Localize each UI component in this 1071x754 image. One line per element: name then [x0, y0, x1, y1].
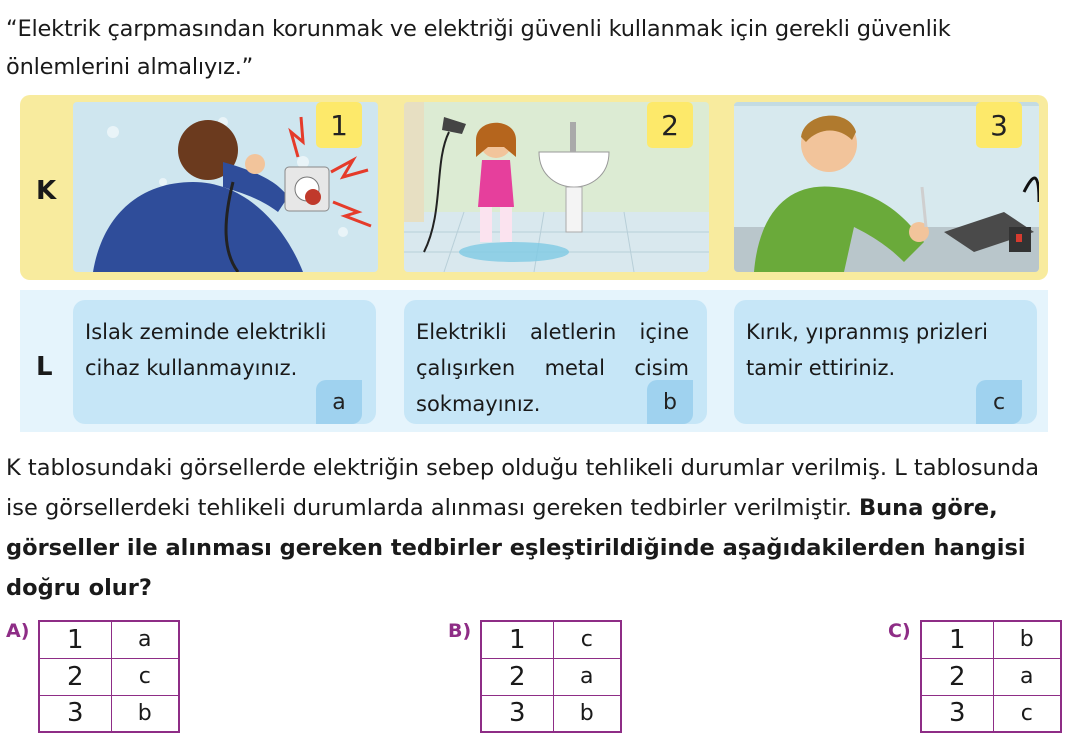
option-a-letter[interactable]: A)	[6, 620, 30, 642]
picture-1-number: 1	[316, 102, 362, 148]
picture-2-number: 2	[647, 102, 693, 148]
measure-c-letter: c	[976, 380, 1022, 424]
table-cell: 2	[39, 658, 111, 695]
question-paragraph	[6, 448, 1066, 608]
measure-c-text: Kırık, yıpranmış prizleri tamir ettiriniz.	[746, 320, 988, 380]
table-cell: 1	[39, 621, 111, 658]
table-row	[481, 695, 621, 732]
option-c-letter[interactable]: C)	[888, 620, 911, 642]
l-row-label: L	[36, 352, 53, 382]
table-cell: 3	[481, 695, 553, 732]
option-c-table[interactable]	[920, 620, 1062, 733]
table-cell: 2	[481, 658, 553, 695]
table-cell: a	[993, 658, 1061, 695]
table-row	[39, 621, 179, 658]
table-cell: c	[553, 621, 621, 658]
table-cell: c	[111, 658, 179, 695]
option-b-table[interactable]	[480, 620, 622, 733]
table-cell: 1	[481, 621, 553, 658]
table-cell: b	[553, 695, 621, 732]
table-row	[39, 695, 179, 732]
measure-a-text: Islak zeminde elektrikli cihaz kullanmayınız.	[85, 320, 327, 380]
table-cell: a	[553, 658, 621, 695]
measure-b-text: Elektrikli aletlerin içine çalışırken metal cisim sokmayınız.	[416, 320, 689, 416]
table-cell: b	[993, 621, 1061, 658]
table-cell: a	[111, 621, 179, 658]
k-row-label: K	[36, 176, 57, 206]
table-row	[481, 658, 621, 695]
question-text: Buna göre, görseller ile alınması gereken tedbirler eşleştirildiğinde aşağıdakilerden hangisi doğru olur?	[6, 495, 1026, 601]
intro-quote: “Elektrik çarpmasından korunmak ve elektriği güvenli kullanmak için gerekli güvenlik önlemlerini almalıyız.”	[6, 16, 951, 80]
table-cell: b	[111, 695, 179, 732]
table-cell: 3	[921, 695, 993, 732]
measure-a-letter: a	[316, 380, 362, 424]
measure-b-letter: b	[647, 380, 693, 424]
table-cell: c	[993, 695, 1061, 732]
table-row	[39, 658, 179, 695]
option-a-table[interactable]	[38, 620, 180, 733]
table-row	[921, 695, 1061, 732]
table-row	[921, 658, 1061, 695]
table-cell: 3	[39, 695, 111, 732]
context-text: K tablosundaki görsellerde elektriğin sebep olduğu tehlikeli durumlar verilmiş. L tablosunda ise görsellerdeki tehlikeli durumlarda alınması gereken tedbirler verilmiştir.	[6, 455, 1040, 521]
table-row	[921, 621, 1061, 658]
picture-3-number: 3	[976, 102, 1022, 148]
table-cell: 2	[921, 658, 993, 695]
table-row	[481, 621, 621, 658]
table-cell: 1	[921, 621, 993, 658]
option-b-letter[interactable]: B)	[448, 620, 472, 642]
